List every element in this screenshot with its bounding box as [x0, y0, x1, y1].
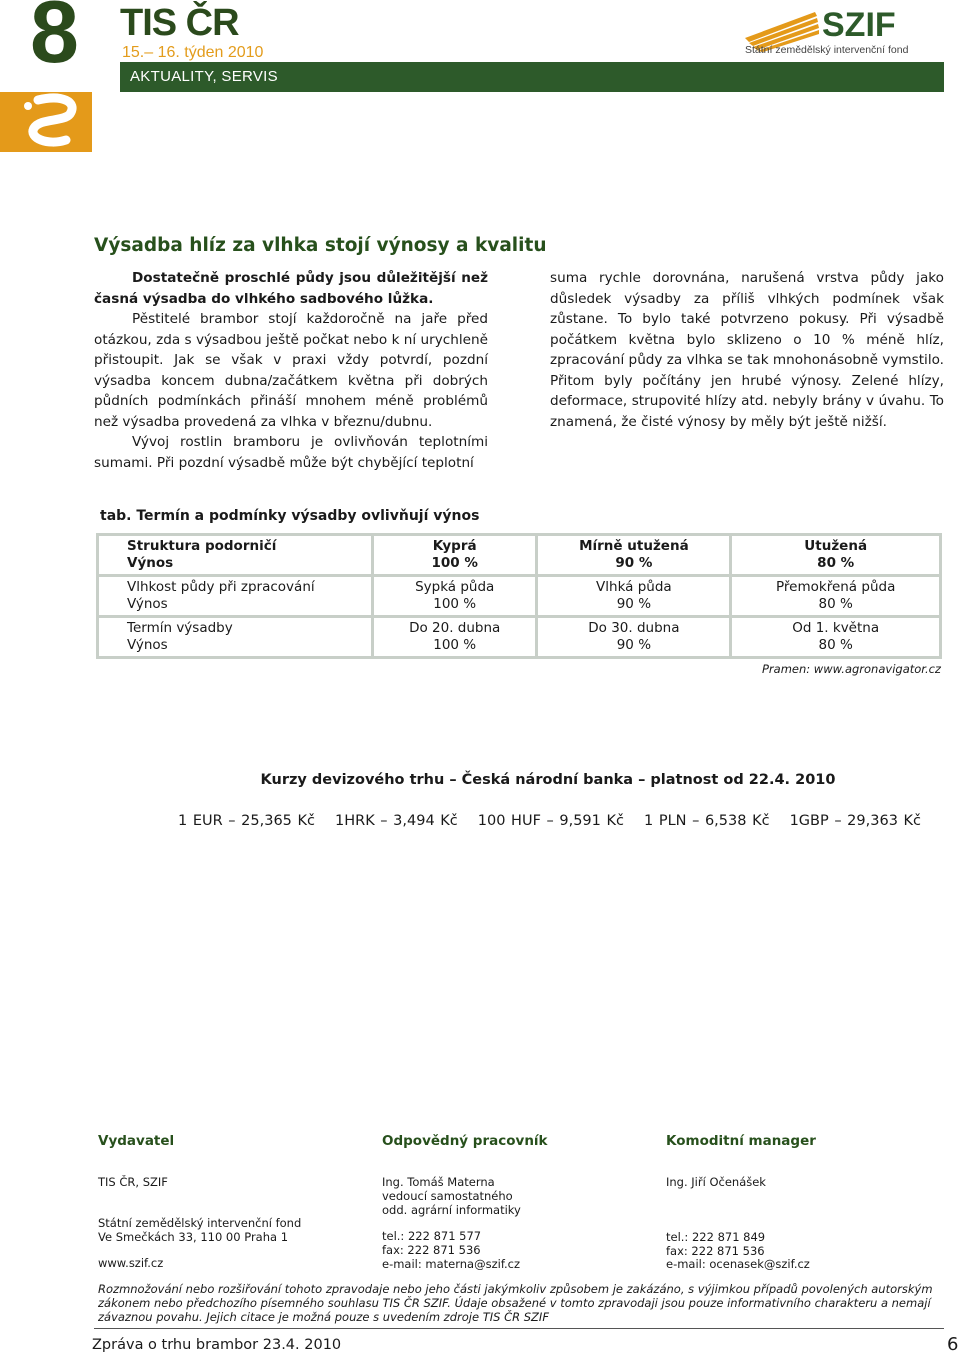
- table-cell: Mírně utužená 90 %: [537, 535, 731, 576]
- table-cell: Přemokřená půda 80 %: [731, 576, 941, 617]
- brand-title: TIS ČR: [120, 2, 239, 44]
- potato-logo-icon: [0, 92, 92, 152]
- section-bar: [120, 62, 944, 92]
- table-cell: Do 30. dubna 90 %: [537, 617, 731, 658]
- article-paragraph: Vývoj rostlin bramboru je ovlivňován teplotními sumami. Při pozdní výsadbě může být chybějící teplotní: [94, 434, 488, 471]
- szif-full-name: Státní zemědělský intervenční fond: [745, 44, 909, 56]
- fx-rates: [178, 813, 941, 829]
- section-label: AKTUALITY, SERVIS: [130, 68, 278, 85]
- article-lead: Dostatečně proschlé půdy jsou důležitější než časná výsadba do vlhkého sadbového lůžka.: [94, 270, 488, 307]
- table-cell: Vlhkost půdy při zpracování Výnos: [98, 576, 373, 617]
- responsible-email-link[interactable]: e-mail: materna@szif.cz: [382, 1256, 521, 1271]
- publisher-address: Ve Smečkách 33, 110 00 Praha 1: [98, 1229, 289, 1244]
- szif-logo-text: SZIF: [822, 6, 896, 44]
- manager-tel: tel.: 222 871 849: [666, 1229, 766, 1244]
- fx-rate-huf: 100 HUF – 9,591 Kč: [477, 813, 624, 829]
- responsible-role: odd. agrární informatiky: [382, 1202, 521, 1217]
- responsible-fax: fax: 222 871 536: [382, 1243, 481, 1258]
- table-cell: Kyprá 100 %: [373, 535, 537, 576]
- publisher-heading: Vydavatel: [98, 1133, 175, 1149]
- page-number: 6: [947, 1334, 959, 1355]
- manager-heading: Komoditní manager: [666, 1133, 816, 1149]
- responsible-heading: Odpovědný pracovník: [382, 1133, 548, 1149]
- manager-block: [666, 1176, 810, 1272]
- article-right-column: [550, 268, 944, 432]
- fx-rate-pln: 1 PLN – 6,538 Kč: [643, 813, 770, 829]
- table-cell: Termín výsadby Výnos: [98, 617, 373, 658]
- fx-title: Kurzy devizového trhu – Česká národní banka – platnost od 22.4. 2010: [260, 772, 836, 788]
- table-cell: Od 1. května 80 %: [731, 617, 941, 658]
- manager-name: Ing. Jiří Očenášek: [666, 1175, 766, 1189]
- report-name: Zpráva o trhu brambor 23.4. 2010: [92, 1337, 342, 1353]
- responsible-name: Ing. Tomáš Materna: [382, 1175, 495, 1189]
- table-cell: Vlhká půda 90 %: [537, 576, 731, 617]
- article-left-column: [94, 268, 488, 473]
- responsible-tel: tel.: 222 871 577: [382, 1229, 482, 1244]
- manager-fax: fax: 222 871 536: [666, 1243, 765, 1258]
- article-paragraph: Pěstitelé brambor stojí každoročně na jaře před otázkou, zda s výsadbou ještě počkat nebo k ní urychleně přistoupit. Jak se však v praxi vždy potvrdí, pozdní výsadba koncem dubna/začátkem května při dobrých půdních podmínkách přináší mnohem méně problémů než výsadba provedená za vlhka v březnu/dubnu.: [94, 311, 488, 430]
- table-source: Pramen: www.agronavigator.cz: [762, 662, 941, 676]
- table-caption: tab. Termín a podmínky výsadby ovlivňují výnos: [100, 508, 480, 524]
- publisher-name: TIS ČR, SZIF: [98, 1175, 168, 1189]
- publisher-block: [98, 1176, 301, 1271]
- article-paragraph: suma rychle dorovnána, narušená vrstva půdy jako důsledek výsadby za příliš vlhkých podmínek však zůstane. To bylo také potvrzeno pokusy. Při výsadbě počátkem května bylo sklizeno o 10 % méně hlíz, zpracování půdy za vlhka se tak mnohonásobně vymstilo. Přitom byly počítány jen hrubé výnosy. Zelené hlízy, deformace, strupovité hlízy atd. nebyly brány v úvahu. To znamená, že čisté výnosy by měly být ještě nižší.: [550, 270, 945, 430]
- table-cell: Do 20. dubna 100 %: [373, 617, 537, 658]
- table-cell: Struktura podorničí Výnos: [98, 535, 373, 576]
- table-cell: Utužená 80 %: [731, 535, 941, 576]
- publisher-web-link[interactable]: www.szif.cz: [98, 1256, 164, 1271]
- fx-rate-eur: 1 EUR – 25,365 Kč: [178, 813, 315, 829]
- table-row: [98, 535, 941, 576]
- article-title: Výsadba hlíz za vlhka stojí výnosy a kvalitu: [94, 235, 547, 256]
- responsible-role: vedoucí samostatného: [382, 1188, 513, 1203]
- table-row: [98, 617, 941, 658]
- footer-divider: [94, 1328, 944, 1329]
- publisher-org: Státní zemědělský intervenční fond: [98, 1215, 302, 1230]
- table-cell: Sypká půda 100 %: [373, 576, 537, 617]
- week-label: 15.– 16. týden 2010: [122, 44, 264, 61]
- manager-email-link[interactable]: e-mail: ocenasek@szif.cz: [666, 1257, 810, 1272]
- fx-rate-gbp: 1GBP – 29,363 Kč: [789, 813, 922, 829]
- responsible-block: [382, 1176, 521, 1272]
- fx-rate-hrk: 1HRK – 3,494 Kč: [334, 813, 458, 829]
- table-row: [98, 576, 941, 617]
- legal-notice: Rozmnožování nebo rozšiřování tohoto zpravodaje nebo jeho části jakýmkoliv způsobem je zakázáno, s výjimkou případů povolených autorským zákonem nebo předchozího písemného souhlasu TIS ČR SZIF. Údaje obsažené v tomto zpravodaji jsou pouze informativního charakteru a nemají závaznou povahu. Jejich citace je možná pouze s uvedením zdroje TIS ČR SZIF: [98, 1282, 933, 1324]
- yield-table: [96, 533, 942, 659]
- issue-number: 8: [30, 0, 77, 81]
